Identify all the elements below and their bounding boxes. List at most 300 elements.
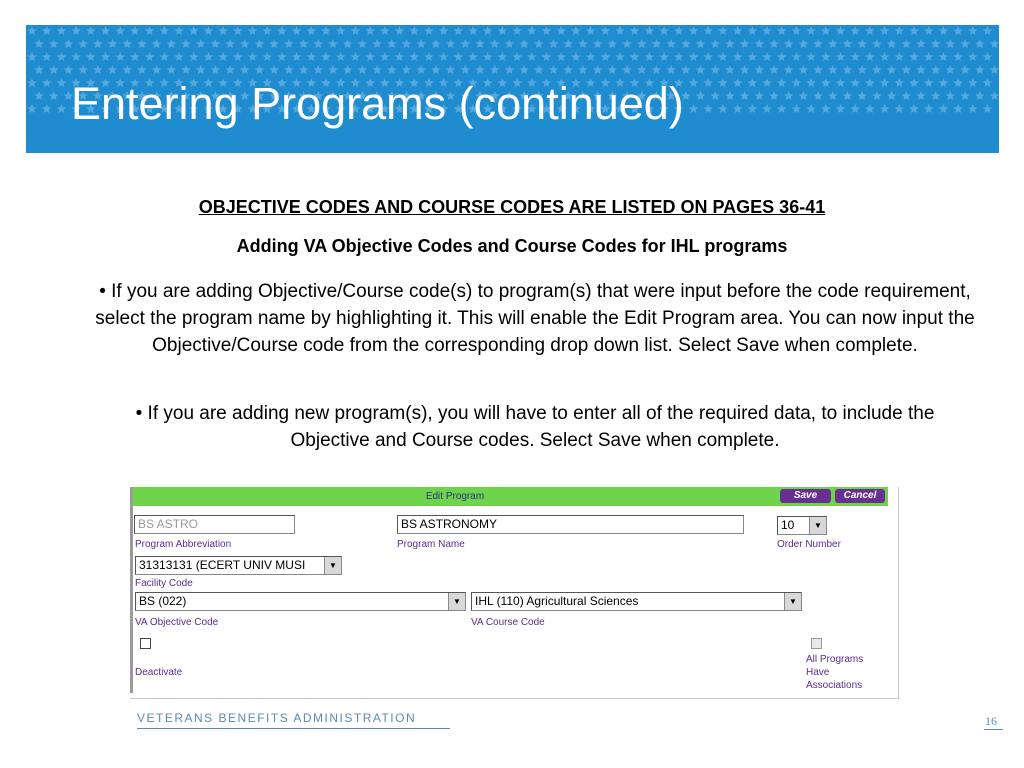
deactivate-label: Deactivate (135, 667, 183, 678)
star-shape (34, 65, 44, 74)
star-shape (674, 52, 684, 61)
star-shape (784, 65, 794, 74)
star-shape (292, 26, 302, 35)
star-shape (145, 26, 155, 35)
star-shape (696, 91, 706, 100)
star-shape (549, 65, 559, 74)
star-shape (211, 65, 221, 74)
star-shape (277, 26, 287, 35)
star-shape (534, 65, 544, 74)
facility-code-label: Facility Code (135, 578, 193, 589)
star-shape (836, 52, 846, 61)
star-shape (792, 52, 802, 61)
star-shape (733, 52, 743, 61)
star-shape (652, 39, 662, 48)
chevron-down-icon[interactable]: ▼ (809, 517, 826, 534)
star-shape (777, 104, 787, 113)
star-shape (307, 52, 317, 61)
star-shape (931, 91, 941, 100)
star-shape (740, 91, 750, 100)
page-number-underline (984, 729, 1003, 730)
star-shape (960, 65, 970, 74)
star-shape (762, 78, 772, 87)
star-shape (57, 52, 67, 61)
star-shape (593, 65, 603, 74)
star-shape (953, 52, 963, 61)
star-shape (255, 39, 265, 48)
star-shape (416, 39, 426, 48)
star-shape (181, 39, 191, 48)
star-shape (108, 39, 118, 48)
star-shape (395, 52, 405, 61)
star-shape (666, 39, 676, 48)
star-shape (872, 65, 882, 74)
all-programs-checkbox (811, 638, 822, 649)
star-shape (843, 91, 853, 100)
star-shape (328, 65, 338, 74)
star-shape (269, 39, 279, 48)
star-shape (806, 52, 816, 61)
star-shape (57, 78, 67, 87)
star-shape (924, 26, 934, 35)
star-shape (343, 39, 353, 48)
star-shape (240, 39, 250, 48)
star-shape (762, 104, 772, 113)
star-shape (122, 65, 132, 74)
star-shape (446, 39, 456, 48)
chevron-down-icon[interactable]: ▼ (784, 593, 801, 610)
star-shape (946, 65, 956, 74)
star-shape (821, 52, 831, 61)
star-shape (439, 52, 449, 61)
star-shape (115, 52, 125, 61)
star-shape (850, 52, 860, 61)
star-shape (828, 39, 838, 48)
program-abbreviation-input[interactable]: BS ASTRO (134, 515, 295, 534)
star-shape (615, 52, 625, 61)
star-shape (630, 26, 640, 35)
star-shape (137, 65, 147, 74)
footer-agency: VETERANS BENEFITS ADMINISTRATION (137, 711, 417, 725)
star-shape (519, 39, 529, 48)
star-shape (703, 104, 713, 113)
program-abbreviation-label: Program Abbreviation (135, 539, 232, 550)
star-shape (857, 39, 867, 48)
va-course-code-value: IHL (110) Agricultural Sciences (475, 594, 639, 608)
star-shape (225, 39, 235, 48)
star-shape (556, 26, 566, 35)
star-shape (152, 39, 162, 48)
star-shape (939, 104, 949, 113)
star-shape (718, 52, 728, 61)
star-shape (792, 26, 802, 35)
panel-title: Edit Program (425, 491, 485, 502)
star-shape (233, 26, 243, 35)
star-shape (542, 26, 552, 35)
star-shape (336, 52, 346, 61)
star-shape (681, 39, 691, 48)
star-shape (755, 65, 765, 74)
star-shape (924, 78, 934, 87)
star-shape (836, 78, 846, 87)
star-shape (483, 26, 493, 35)
star-shape (93, 39, 103, 48)
star-shape (556, 52, 566, 61)
star-shape (895, 78, 905, 87)
star-shape (93, 65, 103, 74)
star-shape (968, 104, 978, 113)
star-shape (431, 65, 441, 74)
all-programs-label-line2: Have (806, 667, 830, 678)
star-shape (57, 26, 67, 35)
star-shape (748, 26, 758, 35)
star-shape (269, 65, 279, 74)
star-shape (27, 26, 37, 35)
star-shape (703, 78, 713, 87)
star-shape (578, 39, 588, 48)
star-shape (277, 52, 287, 61)
star-shape (34, 91, 44, 100)
star-shape (696, 39, 706, 48)
va-course-code-label: VA Course Code (471, 617, 545, 628)
star-shape (850, 78, 860, 87)
star-shape (314, 65, 324, 74)
star-shape (689, 52, 699, 61)
star-shape (696, 65, 706, 74)
star-shape (645, 26, 655, 35)
star-shape (755, 39, 765, 48)
star-shape (49, 65, 59, 74)
star-shape (431, 39, 441, 48)
star-shape (909, 78, 919, 87)
star-shape (181, 65, 191, 74)
star-shape (865, 52, 875, 61)
star-shape (160, 52, 170, 61)
facility-code-select[interactable] (135, 556, 342, 575)
star-shape (130, 26, 140, 35)
star-shape (821, 104, 831, 113)
star-shape (909, 52, 919, 61)
star-shape (880, 78, 890, 87)
star-shape (71, 52, 81, 61)
facility-code-value: 31313131 (ECERT UNIV MUSI (139, 558, 306, 572)
star-shape (916, 91, 926, 100)
star-shape (64, 39, 74, 48)
star-shape (960, 91, 970, 100)
star-shape (439, 26, 449, 35)
star-shape (681, 65, 691, 74)
star-shape (372, 39, 382, 48)
star-shape (571, 52, 581, 61)
cancel-button[interactable]: Cancel (835, 489, 885, 503)
star-shape (857, 91, 867, 100)
star-shape (718, 78, 728, 87)
star-shape (983, 52, 993, 61)
star-shape (608, 39, 618, 48)
star-shape (101, 52, 111, 61)
star-shape (343, 65, 353, 74)
star-shape (152, 65, 162, 74)
star-shape (27, 52, 37, 61)
star-shape (622, 65, 632, 74)
star-shape (968, 52, 978, 61)
star-shape (792, 104, 802, 113)
star-shape (857, 65, 867, 74)
star-shape (946, 39, 956, 48)
star-shape (725, 65, 735, 74)
star-shape (534, 39, 544, 48)
star-shape (813, 39, 823, 48)
star-shape (806, 26, 816, 35)
save-button[interactable]: Save (780, 489, 831, 503)
star-shape (27, 104, 37, 113)
star-shape (314, 39, 324, 48)
star-shape (865, 104, 875, 113)
star-shape (622, 39, 632, 48)
star-shape (777, 78, 787, 87)
star-shape (990, 91, 999, 100)
star-shape (395, 26, 405, 35)
star-shape (703, 26, 713, 35)
program-name-input[interactable]: BS ASTRONOMY (397, 515, 744, 534)
star-shape (630, 52, 640, 61)
star-shape (689, 78, 699, 87)
star-shape (828, 91, 838, 100)
star-shape (248, 26, 258, 35)
star-shape (519, 65, 529, 74)
star-shape (542, 52, 552, 61)
star-shape (887, 91, 897, 100)
star-shape (659, 52, 669, 61)
star-shape (122, 39, 132, 48)
star-shape (130, 52, 140, 61)
star-shape (57, 104, 67, 113)
star-shape (483, 52, 493, 61)
star-shape (850, 104, 860, 113)
star-shape (975, 65, 985, 74)
va-objective-code-label: VA Objective Code (135, 617, 219, 628)
star-shape (710, 39, 720, 48)
star-shape (328, 39, 338, 48)
star-shape (42, 52, 52, 61)
star-shape (887, 39, 897, 48)
star-shape (953, 78, 963, 87)
star-shape (262, 26, 272, 35)
star-shape (196, 65, 206, 74)
panel-left-edge (130, 487, 133, 693)
star-shape (86, 26, 96, 35)
star-shape (865, 26, 875, 35)
chevron-down-icon[interactable]: ▼ (448, 593, 465, 610)
star-shape (34, 39, 44, 48)
star-shape (71, 26, 81, 35)
star-shape (563, 65, 573, 74)
star-shape (769, 91, 779, 100)
star-shape (762, 52, 772, 61)
order-number-label: Order Number (777, 539, 841, 550)
all-programs-label-line3: Associations (806, 680, 863, 691)
star-shape (387, 39, 397, 48)
star-shape (321, 52, 331, 61)
star-shape (527, 52, 537, 61)
deactivate-checkbox[interactable] (140, 638, 151, 649)
star-shape (490, 39, 500, 48)
star-shape (710, 91, 720, 100)
star-shape (498, 52, 508, 61)
star-shape (409, 52, 419, 61)
star-shape (784, 91, 794, 100)
star-shape (659, 26, 669, 35)
codes-heading: OBJECTIVE CODES AND COURSE CODES ARE LISTED ON PAGES 36-41 (198, 197, 826, 217)
star-shape (586, 52, 596, 61)
star-shape (865, 78, 875, 87)
star-shape (402, 39, 412, 48)
star-shape (916, 65, 926, 74)
star-shape (843, 39, 853, 48)
star-shape (42, 78, 52, 87)
star-shape (42, 26, 52, 35)
star-shape (887, 65, 897, 74)
star-shape (387, 65, 397, 74)
star-shape (733, 104, 743, 113)
star-shape (880, 104, 890, 113)
star-shape (115, 26, 125, 35)
star-shape (336, 26, 346, 35)
star-shape (990, 65, 999, 74)
star-shape (652, 65, 662, 74)
star-shape (174, 26, 184, 35)
star-shape (49, 91, 59, 100)
star-shape (49, 39, 59, 48)
star-shape (902, 65, 912, 74)
star-shape (204, 52, 214, 61)
star-shape (262, 52, 272, 61)
star-shape (777, 52, 787, 61)
star-shape (718, 26, 728, 35)
star-shape (828, 65, 838, 74)
star-shape (946, 91, 956, 100)
star-shape (608, 65, 618, 74)
star-shape (358, 65, 368, 74)
va-objective-code-select[interactable] (135, 592, 466, 611)
star-shape (416, 65, 426, 74)
star-shape (468, 26, 478, 35)
star-shape (601, 26, 611, 35)
star-shape (983, 26, 993, 35)
star-shape (145, 52, 155, 61)
star-shape (78, 65, 88, 74)
star-shape (821, 78, 831, 87)
star-shape (821, 26, 831, 35)
star-shape (351, 26, 361, 35)
star-shape (916, 39, 926, 48)
star-shape (351, 52, 361, 61)
star-shape (733, 78, 743, 87)
va-objective-code-value: BS (022) (139, 594, 187, 608)
star-shape (748, 52, 758, 61)
star-shape (211, 39, 221, 48)
star-shape (174, 52, 184, 61)
star-shape (939, 26, 949, 35)
star-shape (931, 65, 941, 74)
order-number-select[interactable] (777, 516, 827, 535)
star-shape (674, 26, 684, 35)
star-shape (615, 26, 625, 35)
star-shape (167, 39, 177, 48)
star-shape (983, 78, 993, 87)
star-shape (909, 26, 919, 35)
star-shape (240, 65, 250, 74)
star-shape (924, 104, 934, 113)
va-course-code-select[interactable] (471, 592, 802, 611)
star-shape (880, 26, 890, 35)
star-shape (762, 26, 772, 35)
star-shape (902, 39, 912, 48)
star-shape (895, 104, 905, 113)
star-shape (909, 104, 919, 113)
star-shape (953, 104, 963, 113)
star-shape (983, 104, 993, 113)
chevron-down-icon[interactable]: ▼ (324, 557, 341, 574)
star-shape (233, 52, 243, 61)
star-shape (777, 26, 787, 35)
star-shape (108, 65, 118, 74)
star-shape (813, 65, 823, 74)
star-shape (307, 26, 317, 35)
star-shape (939, 52, 949, 61)
star-shape (975, 39, 985, 48)
star-shape (799, 91, 809, 100)
star-shape (549, 39, 559, 48)
star-shape (725, 91, 735, 100)
star-shape (424, 26, 434, 35)
star-shape (792, 78, 802, 87)
star-shape (836, 26, 846, 35)
star-shape (960, 39, 970, 48)
order-number-value: 10 (781, 518, 795, 532)
star-shape (167, 65, 177, 74)
star-shape (101, 26, 111, 35)
star-shape (571, 26, 581, 35)
star-shape (365, 26, 375, 35)
star-shape (725, 39, 735, 48)
star-shape (689, 104, 699, 113)
star-shape (755, 91, 765, 100)
star-shape (42, 104, 52, 113)
star-shape (586, 26, 596, 35)
star-shape (292, 52, 302, 61)
page-number: 16 (985, 714, 997, 728)
star-shape (593, 39, 603, 48)
star-shape (689, 26, 699, 35)
star-shape (380, 26, 390, 35)
star-shape (461, 65, 471, 74)
star-shape (939, 78, 949, 87)
star-shape (718, 104, 728, 113)
star-shape (637, 65, 647, 74)
star-shape (703, 52, 713, 61)
star-shape (284, 39, 294, 48)
star-shape (160, 26, 170, 35)
star-shape (748, 78, 758, 87)
star-shape (321, 26, 331, 35)
star-shape (748, 104, 758, 113)
bullet-new-programs: • If you are adding new program(s), you will have to enter all of the required data, to include the Objective and Course codes. Select Save when complete. (135, 403, 935, 451)
star-shape (578, 65, 588, 74)
star-shape (454, 52, 464, 61)
star-shape (806, 104, 816, 113)
star-shape (409, 26, 419, 35)
